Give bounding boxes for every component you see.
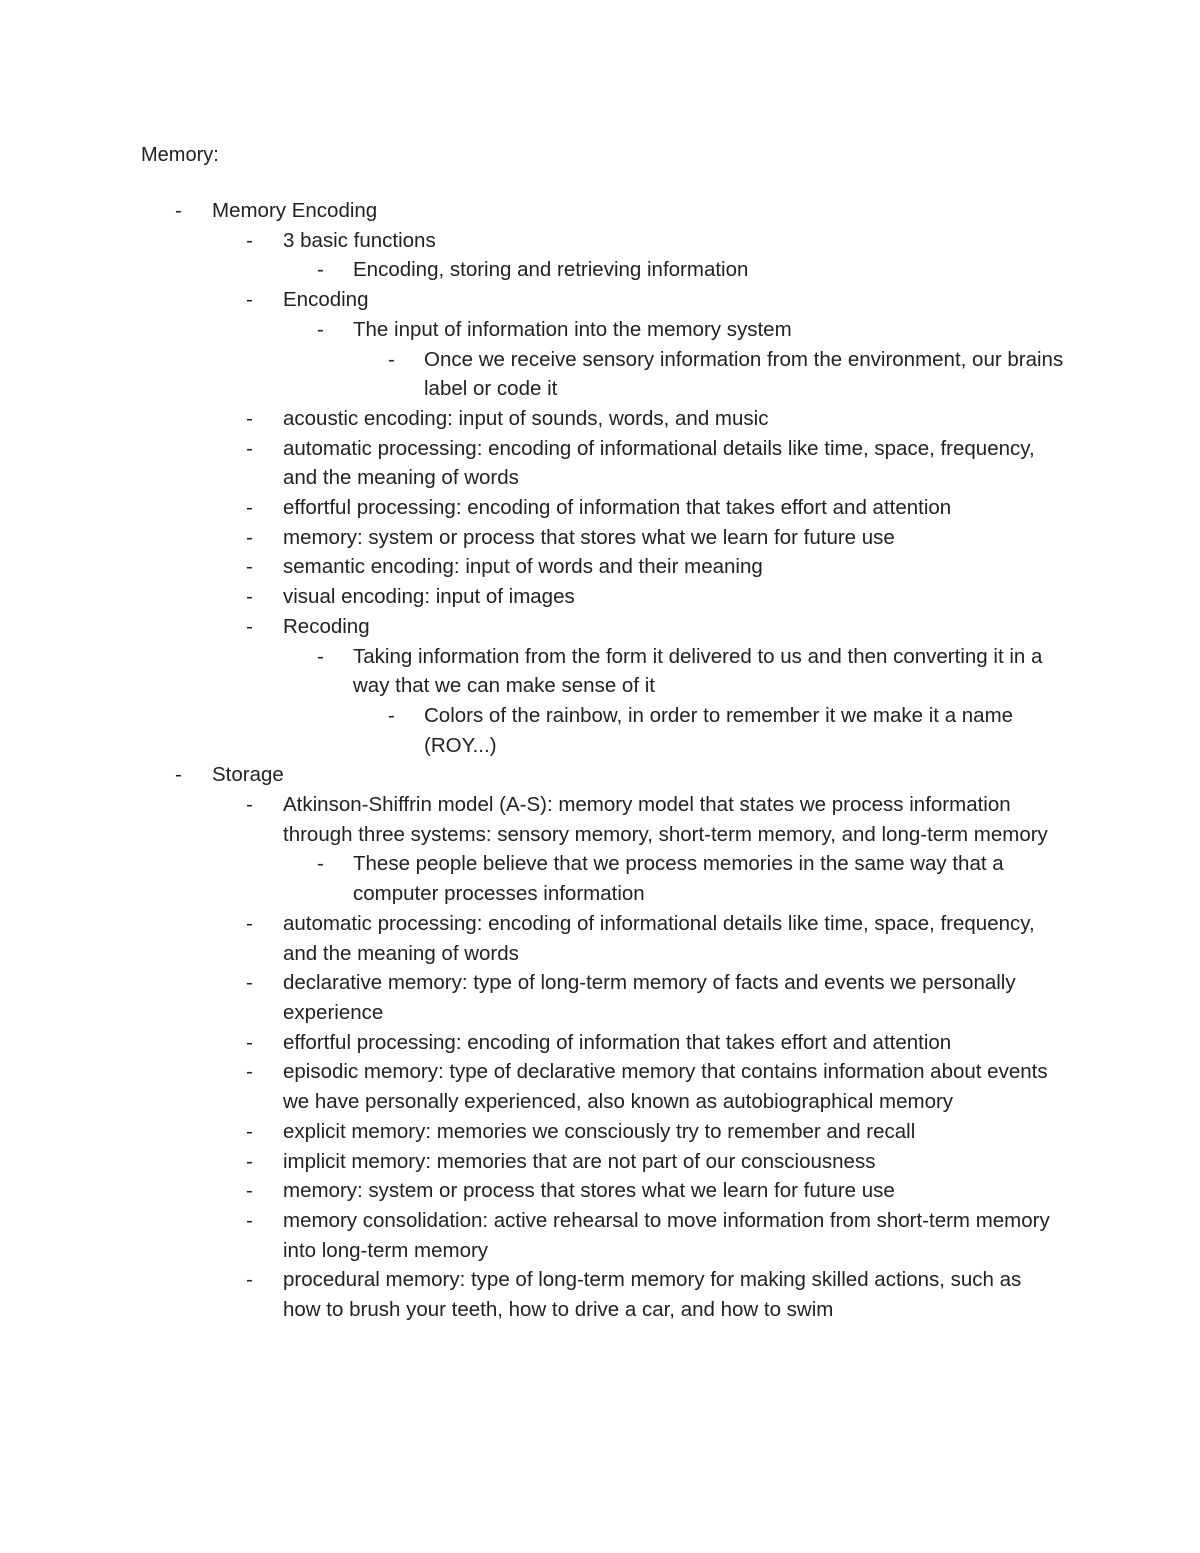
document-title: Memory: (141, 144, 219, 166)
outline-item-level-2 (0, 1147, 1200, 1177)
bullet-dash: - (246, 288, 253, 312)
bullet-dash: - (317, 644, 324, 668)
outline-item-level-3 (0, 642, 1200, 701)
outline-item-text: These people believe that we process memories in the same way that a computer processes information (353, 852, 1004, 906)
outline-item-text: Encoding, storing and retrieving information (353, 258, 749, 282)
bullet-dash: - (246, 1119, 253, 1143)
outline-item-text: semantic encoding: input of words and their meaning (283, 555, 763, 579)
outline-item-text: memory: system or process that stores what we learn for future use (283, 525, 895, 549)
bullet-dash: - (246, 1208, 253, 1232)
outline-item-text: acoustic encoding: input of sounds, words, and music (283, 406, 769, 430)
outline-item-level-2 (0, 968, 1200, 1027)
outline-item-level-2 (0, 1117, 1200, 1147)
outline-item-level-2 (0, 909, 1200, 968)
bullet-dash: - (388, 347, 395, 371)
outline-item-text: Recoding (283, 614, 370, 638)
outline-item-level-2 (0, 1176, 1200, 1206)
bullet-dash: - (388, 703, 395, 727)
outline-item-level-2 (0, 552, 1200, 582)
outline-item-level-4 (0, 345, 1200, 404)
bullet-dash: - (246, 585, 253, 609)
bullet-dash: - (246, 911, 253, 935)
bullet-dash: - (246, 496, 253, 520)
outline-item-text: Colors of the rainbow, in order to remember it we make it a name (ROY...) (424, 703, 1014, 757)
outline-item-text: visual encoding: input of images (283, 585, 575, 609)
outline-item-text: automatic processing: encoding of informational details like time, space, frequency, and the meaning of words (283, 911, 1035, 965)
outline-item-level-2 (0, 582, 1200, 612)
notes-outline (0, 196, 1200, 1325)
outline-item-text: memory consolidation: active rehearsal to move information from short-term memory into long-term memory (283, 1208, 1050, 1262)
outline-item-text: effortful processing: encoding of information that takes effort and attention (283, 1030, 952, 1054)
bullet-dash: - (317, 258, 324, 282)
outline-item-text: Atkinson-Shiffrin model (A-S): memory model that states we process information through three systems: sensory memory, short-term memory, and long-term memory (283, 793, 1048, 846)
bullet-dash: - (246, 1060, 253, 1084)
outline-item-level-2 (0, 1057, 1200, 1116)
outline-item-level-2 (0, 1265, 1200, 1324)
outline-item-level-2 (0, 404, 1200, 434)
bullet-dash: - (246, 406, 253, 430)
outline-item-text: 3 basic functions (283, 228, 436, 252)
bullet-dash: - (246, 614, 253, 638)
bullet-dash: - (317, 852, 324, 876)
outline-item-text: explicit memory: memories we consciously try to remember and recall (283, 1119, 916, 1143)
bullet-dash: - (246, 1179, 253, 1203)
outline-item-text: Encoding (283, 288, 369, 312)
outline-item-level-2 (0, 612, 1200, 642)
outline-item-text: Storage (212, 763, 284, 787)
bullet-dash: - (175, 199, 182, 222)
outline-item-level-2 (0, 285, 1200, 315)
outline-item-level-2 (0, 523, 1200, 553)
outline-item-level-3 (0, 315, 1200, 345)
bullet-dash: - (317, 317, 324, 341)
bullet-dash: - (246, 793, 253, 817)
bullet-dash: - (246, 1268, 253, 1292)
outline-item-level-2 (0, 1028, 1200, 1058)
outline-item-text: implicit memory: memories that are not part of our consciousness (283, 1149, 876, 1173)
outline-item-text: automatic processing: encoding of informational details like time, space, frequency, and the meaning of words (283, 436, 1035, 490)
outline-item-level-1 (0, 196, 1200, 226)
outline-item-level-2 (0, 434, 1200, 493)
outline-item-text: The input of information into the memory system (353, 317, 792, 341)
outline-item-level-1 (0, 760, 1200, 790)
bullet-dash: - (246, 228, 253, 252)
outline-item-text: effortful processing: encoding of information that takes effort and attention (283, 496, 952, 520)
outline-item-text: Memory Encoding (212, 199, 378, 222)
bullet-dash: - (246, 436, 253, 460)
outline-item-text: declarative memory: type of long-term memory of facts and events we personally experience (283, 971, 1016, 1024)
outline-item-level-2 (0, 1206, 1200, 1265)
outline-item-level-2 (0, 493, 1200, 523)
outline-item-level-2 (0, 226, 1200, 256)
outline-item-text: procedural memory: type of long-term memory for making skilled actions, such as how to brush your teeth, how to drive a car, and how to swim (283, 1268, 1022, 1322)
bullet-dash: - (246, 1149, 253, 1173)
outline-item-level-3 (0, 255, 1200, 285)
outline-item-text: memory: system or process that stores what we learn for future use (283, 1179, 895, 1203)
outline-item-text: episodic memory: type of declarative memory that contains information about events we have personally experienced, also known as autobiographical memory (283, 1060, 1048, 1114)
bullet-dash: - (246, 1030, 253, 1054)
bullet-dash: - (175, 763, 182, 787)
bullet-dash: - (246, 971, 253, 995)
outline-item-text: Taking information from the form it delivered to us and then converting it in a way that we can make sense of it (353, 644, 1043, 698)
outline-item-level-4 (0, 701, 1200, 760)
outline-item-level-3 (0, 849, 1200, 908)
outline-item-text: Once we receive sensory information from the environment, our brains label or code it (424, 347, 1064, 401)
bullet-dash: - (246, 555, 253, 579)
bullet-dash: - (246, 525, 253, 549)
outline-item-level-2 (0, 790, 1200, 849)
